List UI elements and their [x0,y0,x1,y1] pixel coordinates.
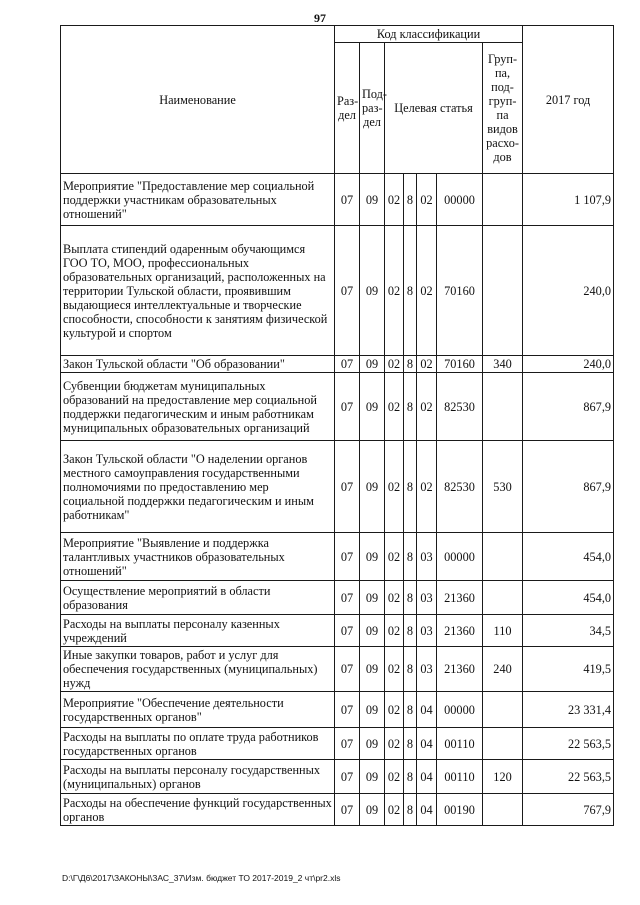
row-name: Расходы на выплаты персоналу казенных учреждений [61,615,335,647]
row-target-program: 02 [385,647,404,692]
row-target-direction: 00190 [437,794,483,826]
row-amount: 34,5 [523,615,614,647]
row-target-direction: 21360 [437,647,483,692]
row-expense-group [483,692,523,728]
row-expense-group [483,226,523,356]
row-expense-group: 120 [483,760,523,794]
row-name: Мероприятие "Выявление и поддержка талантливых участников образовательных отношений" [61,533,335,581]
row-expense-group [483,174,523,226]
row-razdel: 07 [335,728,360,760]
row-razdel: 07 [335,692,360,728]
row-target-activity: 02 [417,441,437,533]
row-name: Закон Тульской области "О наделении органов местного самоуправления государственными полномочиями по предоставлению мер социальной поддержки педагогическим и иным работникам" [61,441,335,533]
row-razdel: 07 [335,174,360,226]
row-target-program: 02 [385,581,404,615]
table-row [61,760,614,794]
row-target-direction: 00000 [437,692,483,728]
row-target-activity: 02 [417,356,437,373]
row-podrazdel: 09 [360,647,385,692]
table-row [61,581,614,615]
row-podrazdel: 09 [360,692,385,728]
table-row [61,615,614,647]
row-podrazdel: 09 [360,760,385,794]
row-podrazdel: 09 [360,174,385,226]
table-row [61,441,614,533]
row-razdel: 07 [335,647,360,692]
row-name: Иные закупки товаров, работ и услуг для обеспечения государственных (муниципальных) нужд [61,647,335,692]
row-expense-group: 240 [483,647,523,692]
row-target-program: 02 [385,533,404,581]
row-target-direction: 82530 [437,373,483,441]
row-target-activity: 02 [417,174,437,226]
row-razdel: 07 [335,794,360,826]
row-target-activity: 04 [417,692,437,728]
header-group: Груп-па, под-груп-па видов расхо-дов [483,43,523,174]
row-name: Мероприятие "Обеспечение деятельности государственных органов" [61,692,335,728]
row-target-program: 02 [385,615,404,647]
row-name: Расходы на выплаты по оплате труда работников государственных органов [61,728,335,760]
row-target-type: 8 [404,226,417,356]
row-amount: 454,0 [523,533,614,581]
row-name: Мероприятие "Предоставление мер социальной поддержки участникам образовательных отношений" [61,174,335,226]
row-target-activity: 03 [417,615,437,647]
row-podrazdel: 09 [360,533,385,581]
row-expense-group: 340 [483,356,523,373]
row-target-type: 8 [404,728,417,760]
table-row [61,533,614,581]
row-razdel: 07 [335,760,360,794]
row-target-type: 8 [404,647,417,692]
table-row [61,794,614,826]
header-podrazdel: Под-раз-дел [360,43,385,174]
table-row [61,692,614,728]
row-amount: 22 563,5 [523,760,614,794]
row-target-type: 8 [404,356,417,373]
row-target-type: 8 [404,373,417,441]
row-target-activity: 02 [417,373,437,441]
header-row-top [61,26,614,43]
row-name: Субвенции бюджетам муниципальных образований на предоставление мер социальной поддержки педагогическим и иным работникам муниципальных образовательных организаций [61,373,335,441]
row-name: Расходы на обеспечение функций государственных органов [61,794,335,826]
row-amount: 1 107,9 [523,174,614,226]
table-body [61,174,614,826]
header-name: Наименование [61,26,335,174]
row-razdel: 07 [335,373,360,441]
row-podrazdel: 09 [360,728,385,760]
row-podrazdel: 09 [360,356,385,373]
header-razdel: Раз-дел [335,43,360,174]
table-row [61,647,614,692]
row-target-type: 8 [404,441,417,533]
row-razdel: 07 [335,615,360,647]
row-target-program: 02 [385,692,404,728]
row-podrazdel: 09 [360,226,385,356]
header-code: Код классификации [335,26,523,43]
row-podrazdel: 09 [360,581,385,615]
row-expense-group [483,728,523,760]
row-target-direction: 70160 [437,226,483,356]
row-podrazdel: 09 [360,615,385,647]
row-target-activity: 04 [417,760,437,794]
row-amount: 240,0 [523,356,614,373]
row-expense-group: 110 [483,615,523,647]
row-target-activity: 03 [417,533,437,581]
row-razdel: 07 [335,441,360,533]
row-target-direction: 00000 [437,533,483,581]
row-target-program: 02 [385,441,404,533]
table-row [61,226,614,356]
row-amount: 23 331,4 [523,692,614,728]
row-name: Расходы на выплаты персоналу государственных (муниципальных) органов [61,760,335,794]
row-name: Закон Тульской области "Об образовании" [61,356,335,373]
row-expense-group [483,373,523,441]
row-target-program: 02 [385,794,404,826]
row-razdel: 07 [335,356,360,373]
row-expense-group: 530 [483,441,523,533]
row-amount: 454,0 [523,581,614,615]
row-amount: 22 563,5 [523,728,614,760]
row-podrazdel: 09 [360,441,385,533]
table-row [61,728,614,760]
row-target-program: 02 [385,728,404,760]
row-razdel: 07 [335,581,360,615]
row-target-program: 02 [385,226,404,356]
row-target-activity: 04 [417,728,437,760]
row-target-type: 8 [404,692,417,728]
row-name: Выплата стипендий одаренным обучающимся ГОО ТО, МОО, профессиональных образовательных организаций, расположенных на территории Тульской области, проявившим выдающиеся интеллектуальные и творческие способности, способности к занятиям физической культурой и спортом [61,226,335,356]
row-amount: 240,0 [523,226,614,356]
header-target: Целевая статья [385,43,483,174]
row-amount: 867,9 [523,373,614,441]
table-row [61,356,614,373]
row-target-program: 02 [385,356,404,373]
row-target-direction: 82530 [437,441,483,533]
row-amount: 867,9 [523,441,614,533]
row-target-program: 02 [385,760,404,794]
row-target-activity: 03 [417,581,437,615]
row-target-activity: 03 [417,647,437,692]
row-target-activity: 02 [417,226,437,356]
header-year: 2017 год [523,26,614,174]
row-target-type: 8 [404,581,417,615]
table-row [61,373,614,441]
row-target-direction: 21360 [437,581,483,615]
row-name: Осуществление мероприятий в области образования [61,581,335,615]
row-target-direction: 70160 [437,356,483,373]
row-target-program: 02 [385,373,404,441]
file-path-footer: D:\Г\Д6\2017\ЗАКОНЫ\ЗАС_37\Изм. бюджет ТО 2017-2019_2 чт\pr2.xls [62,873,341,883]
table-row [61,174,614,226]
budget-table [60,25,614,826]
row-target-direction: 21360 [437,615,483,647]
row-amount: 419,5 [523,647,614,692]
row-podrazdel: 09 [360,794,385,826]
row-target-program: 02 [385,174,404,226]
row-expense-group [483,533,523,581]
row-expense-group [483,581,523,615]
row-target-direction: 00110 [437,760,483,794]
row-expense-group [483,794,523,826]
row-target-type: 8 [404,794,417,826]
row-target-type: 8 [404,174,417,226]
row-razdel: 07 [335,533,360,581]
row-target-type: 8 [404,615,417,647]
row-target-direction: 00000 [437,174,483,226]
row-target-direction: 00110 [437,728,483,760]
row-amount: 767,9 [523,794,614,826]
row-target-activity: 04 [417,794,437,826]
row-razdel: 07 [335,226,360,356]
row-target-type: 8 [404,760,417,794]
row-podrazdel: 09 [360,373,385,441]
page-number: 97 [314,11,326,25]
row-target-type: 8 [404,533,417,581]
